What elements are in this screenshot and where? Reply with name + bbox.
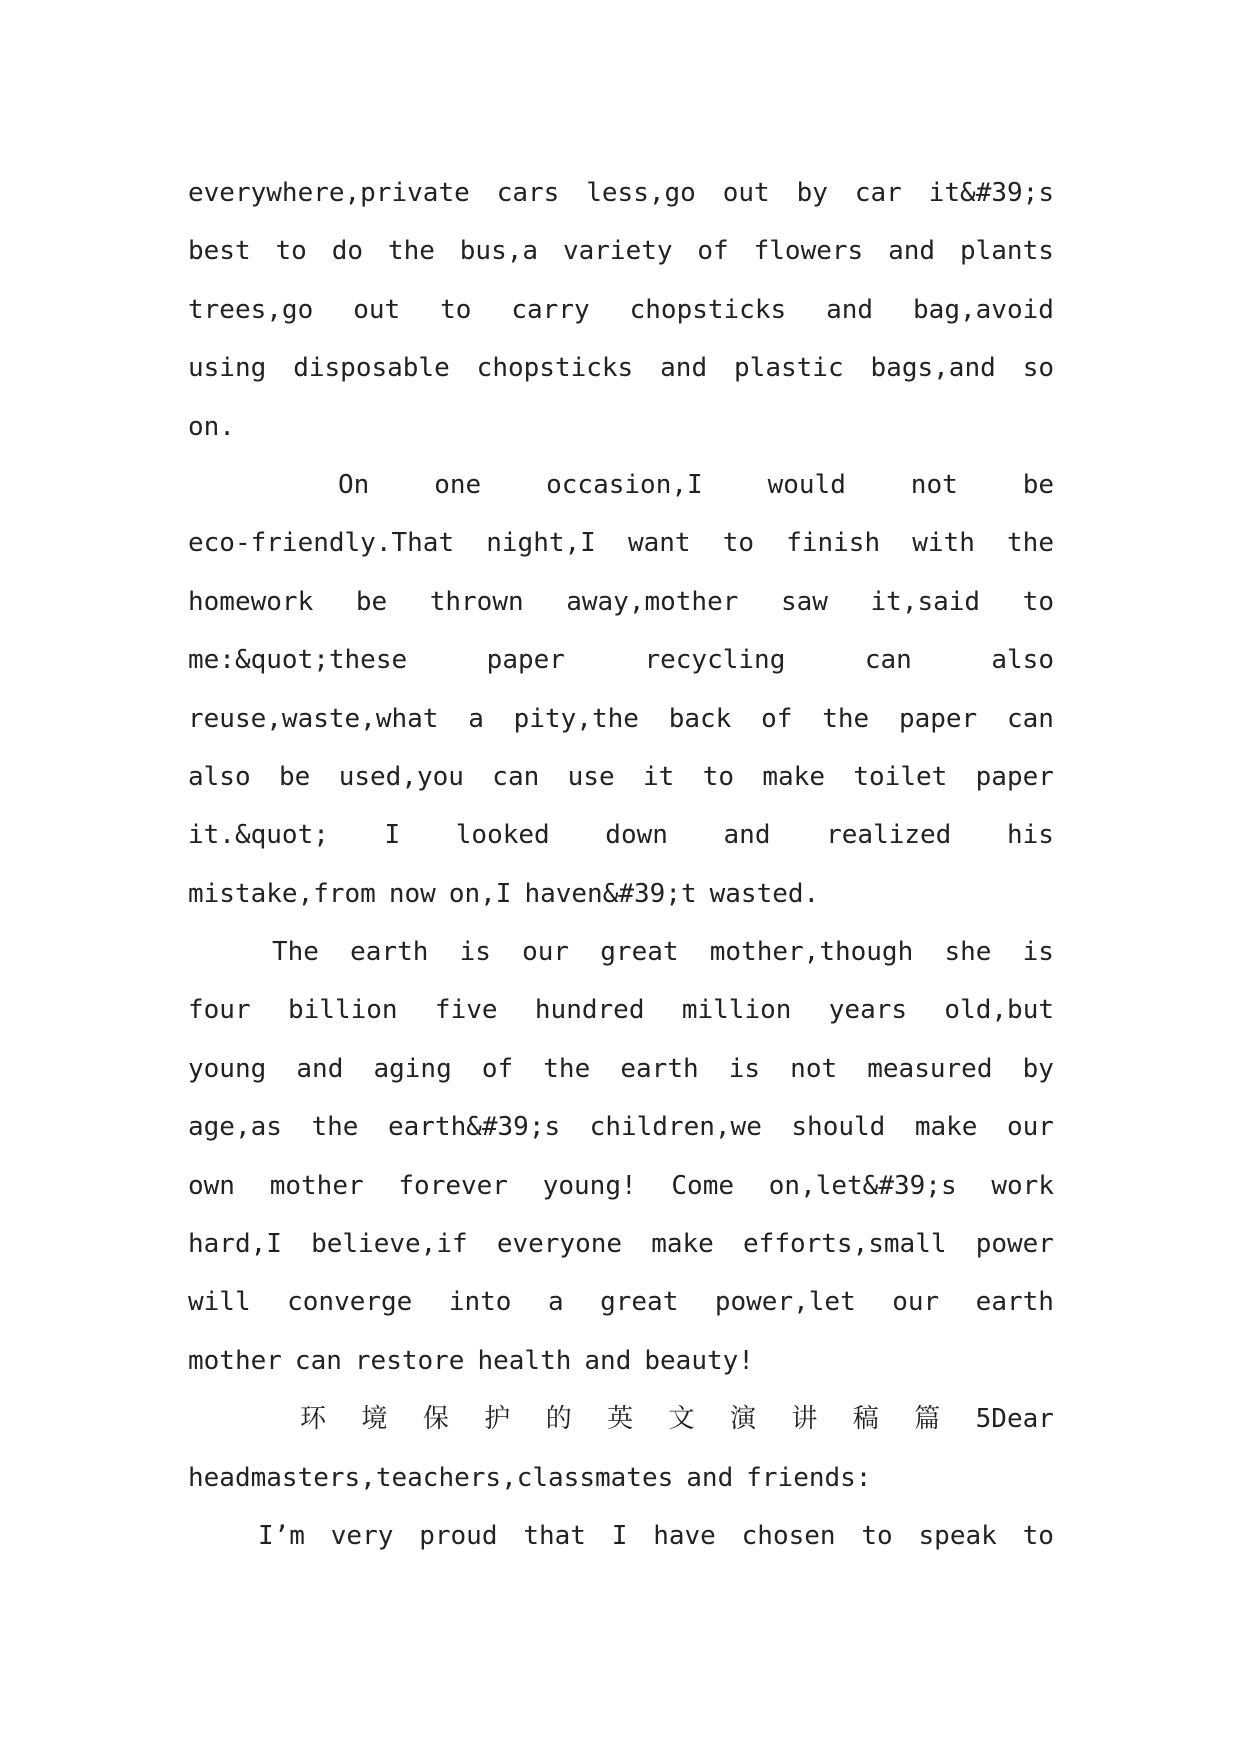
word: chopsticks bbox=[476, 353, 634, 384]
word: best bbox=[188, 236, 251, 267]
text-line bbox=[188, 281, 1054, 339]
word: it bbox=[642, 761, 675, 792]
text-line bbox=[188, 456, 1054, 514]
word: paper bbox=[975, 761, 1054, 792]
word: measured bbox=[867, 1053, 993, 1084]
text-line bbox=[188, 1332, 1054, 1390]
word: it&#39;s bbox=[928, 178, 1054, 208]
word: paper bbox=[486, 645, 565, 676]
word: 演 bbox=[729, 1404, 756, 1435]
text-line bbox=[188, 748, 1054, 806]
word: power,let bbox=[714, 1287, 856, 1318]
word: the bbox=[1007, 528, 1054, 559]
word: can bbox=[492, 761, 540, 792]
word: will bbox=[188, 1287, 251, 1318]
text-line bbox=[188, 1507, 1054, 1565]
word: make bbox=[651, 1229, 714, 1260]
word: would bbox=[767, 469, 846, 500]
word: into bbox=[448, 1287, 512, 1318]
word: use bbox=[567, 761, 615, 792]
word: to bbox=[440, 294, 472, 325]
text-line bbox=[188, 1040, 1054, 1098]
word: earth&#39;s bbox=[387, 1112, 561, 1143]
word: out bbox=[722, 178, 770, 208]
word: earth bbox=[975, 1287, 1054, 1318]
word: bag,avoid bbox=[913, 294, 1054, 325]
word: million bbox=[681, 995, 792, 1026]
word: earth bbox=[620, 1053, 699, 1084]
word: and bbox=[723, 820, 771, 851]
word: power bbox=[975, 1229, 1054, 1260]
word: she bbox=[944, 937, 992, 968]
word: young! bbox=[542, 1170, 637, 1201]
word: on,let&#39;s bbox=[768, 1170, 957, 1201]
word: eco-friendly.That bbox=[188, 528, 455, 559]
word: toilet bbox=[853, 761, 948, 792]
text-line bbox=[188, 865, 1054, 923]
word: of bbox=[481, 1053, 514, 1084]
word: of bbox=[761, 703, 793, 734]
word: 的 bbox=[545, 1404, 572, 1435]
word: mistake,from bbox=[188, 878, 376, 909]
text-line bbox=[188, 1157, 1054, 1215]
word: headmasters,teachers,classmates bbox=[188, 1462, 674, 1493]
text-line bbox=[188, 164, 1054, 222]
word: and bbox=[888, 236, 936, 267]
word: realized bbox=[826, 820, 952, 851]
word: and bbox=[660, 353, 708, 384]
word: great bbox=[600, 1287, 679, 1318]
word: less,go bbox=[586, 178, 696, 208]
word: the bbox=[387, 236, 435, 267]
word: efforts,small bbox=[743, 1229, 947, 1260]
word: 篇 bbox=[914, 1404, 941, 1435]
text-line bbox=[188, 339, 1054, 397]
word: 5Dear bbox=[975, 1404, 1054, 1435]
text-line bbox=[188, 573, 1054, 631]
word: children,we bbox=[589, 1112, 762, 1143]
word: mother bbox=[188, 1345, 282, 1376]
word: used,you bbox=[338, 761, 464, 792]
word: have bbox=[653, 1520, 716, 1551]
word: old,but bbox=[944, 995, 1054, 1026]
text-line bbox=[188, 222, 1054, 280]
word: reuse,waste,what bbox=[188, 703, 439, 734]
word: one bbox=[434, 469, 482, 500]
word: young bbox=[188, 1053, 267, 1084]
word: can bbox=[864, 645, 912, 676]
word: on. bbox=[188, 411, 235, 442]
word: I bbox=[611, 1520, 628, 1551]
word: wasted. bbox=[709, 878, 820, 909]
word: On bbox=[338, 469, 370, 500]
word: thrown bbox=[429, 586, 524, 617]
word: not bbox=[910, 469, 958, 500]
word: earth bbox=[350, 937, 429, 968]
word: bus,a bbox=[459, 236, 539, 267]
word: away,mother bbox=[566, 586, 739, 617]
word: want bbox=[627, 528, 691, 559]
word: night,I bbox=[486, 528, 596, 559]
text-line bbox=[188, 690, 1054, 748]
word: our bbox=[522, 937, 570, 968]
word: to bbox=[275, 236, 307, 267]
word: a bbox=[547, 1287, 564, 1318]
word: be bbox=[279, 761, 311, 792]
word: disposable bbox=[293, 353, 450, 384]
word: 境 bbox=[361, 1404, 388, 1435]
word: recycling bbox=[644, 645, 786, 676]
word: great bbox=[600, 937, 679, 968]
word: aging bbox=[373, 1053, 452, 1084]
word: a bbox=[468, 703, 484, 734]
word: 讲 bbox=[791, 1404, 818, 1435]
word: also bbox=[188, 761, 251, 792]
word: do bbox=[331, 236, 364, 267]
word: work bbox=[991, 1170, 1054, 1201]
word: our bbox=[1007, 1112, 1054, 1143]
word: variety bbox=[562, 236, 673, 267]
word: car bbox=[854, 178, 902, 208]
word: is bbox=[1022, 937, 1054, 968]
word: paper bbox=[898, 703, 978, 734]
word: it.&quot; bbox=[188, 820, 329, 851]
word: saw bbox=[780, 586, 828, 617]
text-line bbox=[188, 806, 1054, 864]
word: everywhere,private bbox=[188, 178, 470, 208]
text-line bbox=[188, 514, 1054, 572]
word: to bbox=[861, 1520, 893, 1551]
word: restore bbox=[354, 1345, 465, 1376]
word: with bbox=[912, 528, 975, 559]
word: so bbox=[1022, 353, 1054, 384]
word: 环 bbox=[300, 1404, 327, 1435]
word: of bbox=[697, 236, 729, 267]
word: carry bbox=[511, 294, 590, 325]
text-line bbox=[188, 1390, 1054, 1448]
word: it,said bbox=[870, 586, 981, 617]
document-body bbox=[188, 164, 1054, 1565]
word: I bbox=[384, 820, 401, 851]
word: cars bbox=[496, 178, 560, 208]
word: is bbox=[728, 1053, 761, 1084]
word: hundred bbox=[534, 995, 645, 1026]
word: five bbox=[434, 995, 498, 1026]
word: by bbox=[1022, 1053, 1054, 1084]
word: 英 bbox=[607, 1404, 634, 1435]
text-line bbox=[188, 923, 1054, 981]
word: should bbox=[791, 1112, 886, 1143]
word: and bbox=[296, 1053, 344, 1084]
word: not bbox=[790, 1053, 838, 1084]
word: plants bbox=[959, 236, 1054, 267]
word: believe,if bbox=[311, 1229, 468, 1260]
text-line bbox=[188, 1273, 1054, 1331]
text-line bbox=[188, 981, 1054, 1039]
word: years bbox=[828, 995, 908, 1026]
word: mother,though bbox=[709, 937, 914, 968]
word: health bbox=[477, 1345, 572, 1376]
word: finish bbox=[786, 528, 881, 559]
word: billion bbox=[287, 995, 398, 1026]
word: I’m bbox=[258, 1520, 305, 1551]
word: on,I bbox=[448, 878, 512, 909]
word: chopsticks bbox=[629, 294, 787, 325]
word: to bbox=[1022, 1520, 1054, 1551]
word: back bbox=[668, 703, 732, 734]
word: four bbox=[188, 995, 251, 1026]
word: also bbox=[991, 645, 1054, 676]
word: beauty! bbox=[644, 1345, 754, 1376]
word: the bbox=[311, 1112, 359, 1143]
word: make bbox=[914, 1112, 978, 1143]
word: Come bbox=[671, 1170, 735, 1201]
word: by bbox=[796, 178, 828, 208]
word: converge bbox=[287, 1287, 413, 1318]
word: friends: bbox=[746, 1462, 872, 1493]
word: his bbox=[1006, 820, 1054, 851]
word: bags,and bbox=[870, 353, 996, 384]
word: now bbox=[388, 878, 436, 909]
word: down bbox=[605, 820, 668, 851]
word: me:&quot;these bbox=[188, 645, 408, 676]
word: be bbox=[1022, 469, 1054, 500]
word: forever bbox=[398, 1170, 508, 1201]
word: to bbox=[702, 761, 734, 792]
word: be bbox=[355, 586, 388, 617]
text-line bbox=[188, 1215, 1054, 1273]
word: flowers bbox=[753, 236, 864, 267]
word: very bbox=[330, 1520, 394, 1551]
word: to bbox=[722, 528, 755, 559]
text-line bbox=[188, 398, 1054, 456]
word: 保 bbox=[422, 1404, 449, 1435]
text-line bbox=[188, 1449, 1054, 1507]
word: and bbox=[826, 294, 874, 325]
word: and bbox=[686, 1462, 734, 1493]
word: homework bbox=[188, 586, 314, 617]
word: age,as bbox=[188, 1112, 282, 1143]
word: proud bbox=[419, 1520, 498, 1551]
word: and bbox=[584, 1345, 632, 1376]
word: can bbox=[1007, 703, 1054, 734]
word: out bbox=[353, 294, 401, 325]
word: hard,I bbox=[188, 1229, 282, 1260]
word: 稿 bbox=[852, 1404, 879, 1435]
word: mother bbox=[269, 1170, 364, 1201]
text-line bbox=[188, 1098, 1054, 1156]
word: pity,the bbox=[513, 703, 639, 734]
word: our bbox=[892, 1287, 940, 1318]
word: trees,go bbox=[188, 294, 314, 325]
word: make bbox=[762, 761, 825, 792]
word: the bbox=[543, 1053, 591, 1084]
word: to bbox=[1022, 586, 1054, 617]
word: that bbox=[523, 1520, 586, 1551]
word: plastic bbox=[734, 353, 844, 384]
word: occasion,I bbox=[546, 469, 703, 500]
word: using bbox=[188, 353, 267, 384]
word: speak bbox=[918, 1520, 997, 1551]
word: own bbox=[188, 1170, 235, 1201]
word: haven&#39;t bbox=[524, 878, 697, 909]
word: everyone bbox=[496, 1229, 623, 1260]
word: 文 bbox=[668, 1404, 695, 1435]
word: chosen bbox=[741, 1520, 836, 1551]
word: is bbox=[459, 937, 491, 968]
word: can bbox=[294, 1345, 342, 1376]
word: looked bbox=[455, 820, 550, 851]
word: The bbox=[272, 937, 319, 968]
word: the bbox=[822, 703, 870, 734]
word: 护 bbox=[484, 1404, 511, 1435]
text-line bbox=[188, 631, 1054, 689]
